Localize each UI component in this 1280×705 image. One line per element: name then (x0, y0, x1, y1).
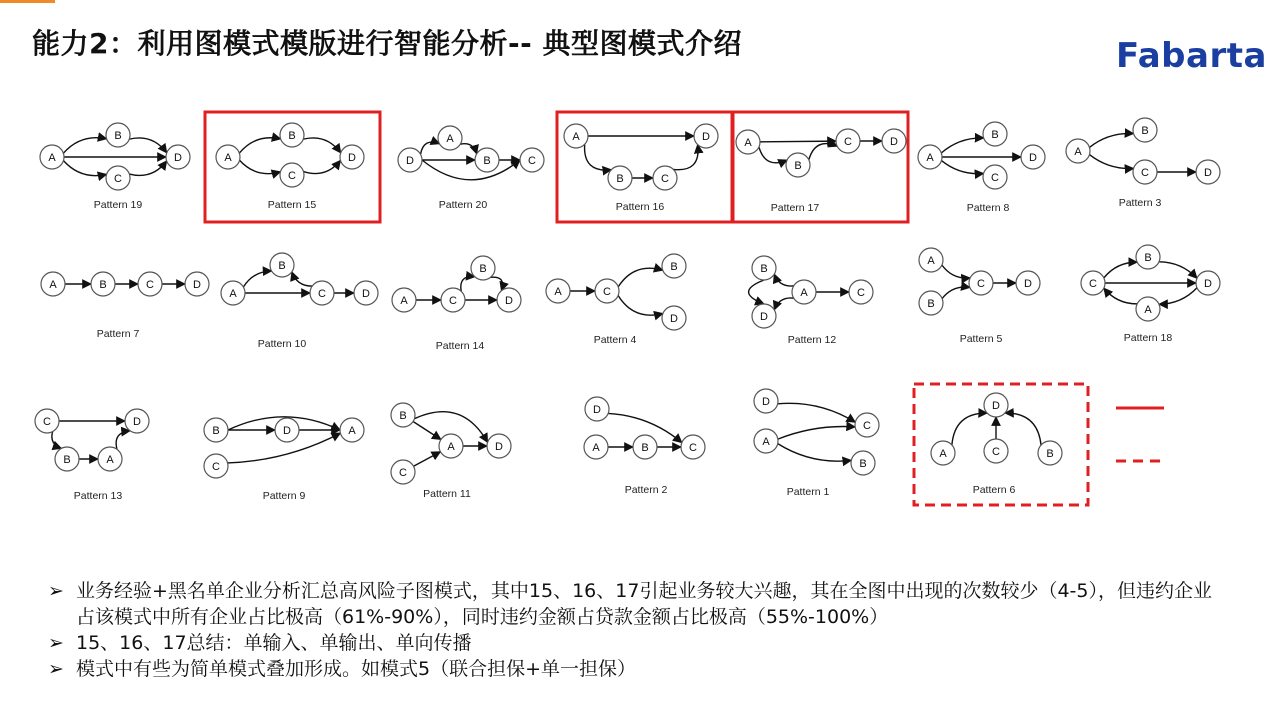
pattern-node-label: C (1141, 167, 1149, 179)
pattern-edge (413, 422, 441, 440)
pattern-label: Pattern 6 (972, 484, 1016, 496)
pattern-label: Pattern 5 (959, 333, 1003, 345)
pattern-node-label: B (479, 263, 487, 275)
pattern-node-label: B (99, 279, 107, 291)
pattern-node-label: A (48, 152, 56, 164)
pattern-node-label: D (1204, 167, 1212, 179)
pattern-node-label: A (800, 287, 808, 299)
pattern-node-label: B (927, 298, 935, 310)
pattern-label: Pattern 11 (423, 488, 471, 500)
pattern-edge (129, 161, 166, 175)
pattern-edge (240, 160, 281, 173)
pattern-node-label: C (689, 442, 697, 454)
pattern-node-label: C (399, 467, 407, 479)
bullet-text: 模式中有些为简单模式叠加形成。如模式5（联合担保+单一担保） (76, 658, 637, 680)
pattern-label: Pattern 10 (257, 338, 307, 350)
pattern-node-label: D (1204, 278, 1212, 290)
pattern-label: Pattern 18 (1123, 332, 1173, 344)
pattern-edge (491, 277, 503, 291)
pattern-node-label: D (283, 425, 291, 437)
pattern-node-label: A (554, 286, 562, 298)
pattern-node-label: D (702, 131, 710, 143)
pattern-node-label: B (399, 410, 407, 422)
pattern-node-label: B (212, 425, 220, 437)
pattern-node-label: C (863, 420, 871, 432)
pattern-node-label: B (859, 458, 867, 470)
pattern-edge (1159, 262, 1197, 278)
bullet-item (48, 630, 1228, 656)
pattern-node-label: D (1024, 278, 1032, 290)
pattern-edge (809, 144, 837, 160)
pattern-node-label: C (603, 286, 611, 298)
pattern-edge (292, 272, 312, 286)
pattern-node-label: A (348, 425, 356, 437)
pattern-node-label: B (641, 442, 649, 454)
pattern-node-label: D (406, 155, 414, 167)
pattern-edge (1089, 155, 1133, 169)
pattern-node-label: B (288, 130, 296, 142)
pattern-node-label: C (288, 170, 296, 182)
pattern-edge (759, 147, 787, 163)
pattern-label: Pattern 1 (786, 486, 830, 498)
pattern-node-label: C (844, 136, 852, 148)
pattern-node-label: D (890, 136, 898, 148)
pattern-node-label: D (670, 313, 678, 325)
pattern-node-label: D (760, 311, 768, 323)
pattern-edge (778, 403, 856, 422)
pattern-edge (63, 138, 106, 154)
pattern-node-label: C (857, 287, 865, 299)
arrowhead-bullet-icon: ➢ (48, 632, 64, 654)
pattern-edge (414, 452, 441, 467)
pattern-node-label: A (939, 448, 947, 460)
pattern-node-label: D (133, 416, 141, 428)
pattern-label: Pattern 3 (1118, 197, 1162, 209)
pattern-node-label: D (193, 279, 201, 291)
pattern-label: Pattern 14 (435, 340, 485, 352)
pattern-edge (778, 444, 852, 461)
pattern-edge (774, 298, 793, 310)
pattern-node-label: A (1144, 304, 1152, 316)
pattern-edge (618, 295, 663, 315)
pattern-edge (942, 265, 970, 278)
pattern-edge (129, 138, 166, 153)
pattern-node-label: A (926, 152, 934, 164)
pattern-node-label: B (670, 261, 678, 273)
pattern-node-label: D (992, 400, 1000, 412)
pattern-node-label: B (483, 155, 491, 167)
pattern-label: Pattern 15 (267, 199, 317, 211)
pattern-edge (461, 277, 475, 292)
pattern-label: Pattern 12 (787, 334, 837, 346)
pattern-node-label: D (174, 152, 182, 164)
pattern-edge (952, 413, 987, 445)
pattern-node-label: A (1074, 146, 1082, 158)
pattern-label: Pattern 2 (624, 484, 668, 496)
pattern-node-label: B (114, 130, 122, 142)
pattern-label: Pattern 20 (438, 199, 488, 211)
pattern-label: Pattern 8 (966, 202, 1010, 214)
pattern-node-label: D (362, 288, 370, 300)
pattern-node-label: D (762, 396, 770, 408)
pattern-node-label: A (762, 436, 770, 448)
pattern-label: Pattern 16 (615, 201, 665, 213)
fabarta-logo: Fabarta (1116, 36, 1267, 76)
pattern-node-label: D (505, 295, 513, 307)
pattern-node-label: C (1089, 278, 1097, 290)
pattern-node-label: C (528, 155, 536, 167)
bullet-item (48, 578, 1228, 630)
pattern-node-label: B (616, 173, 624, 185)
slide-title: 能力2：利用图模式模版进行智能分析-- 典型图模式介绍 (32, 27, 742, 60)
pattern-edge (243, 271, 271, 287)
pattern-node-label: B (1141, 125, 1149, 137)
pattern-node-label: A (446, 133, 454, 145)
pattern-label: Pattern 7 (96, 328, 140, 340)
pattern-node-label: A (744, 137, 752, 149)
pattern-edge (942, 287, 970, 299)
pattern-edge (941, 161, 983, 174)
pattern-edge (63, 161, 106, 176)
arrowhead-bullet-icon: ➢ (48, 658, 64, 680)
pattern-edge (673, 145, 698, 170)
pattern-node-label: A (447, 441, 455, 453)
pattern-node-label: B (760, 263, 768, 275)
pattern-node-label: C (146, 279, 154, 291)
pattern-label: Pattern 17 (770, 202, 820, 214)
pattern-node-label: A (927, 255, 935, 267)
arrowhead-bullet-icon: ➢ (48, 580, 64, 602)
pattern-edge (52, 432, 62, 449)
pattern-node-label: C (43, 416, 51, 428)
pattern-node-label: B (63, 454, 71, 466)
pattern-label: Pattern 4 (593, 334, 637, 346)
pattern-edge (460, 144, 476, 154)
pattern-node-label: B (794, 160, 802, 172)
pattern-node-label: D (593, 404, 601, 416)
pattern-edge (1104, 262, 1137, 278)
pattern-node-label: B (1046, 448, 1054, 460)
pattern-node-label: A (49, 279, 57, 291)
pattern-edge (941, 138, 983, 153)
bullet-item (48, 656, 1228, 682)
bullet-text: 15、16、17总结：单输入、单输出、单向传播 (76, 632, 472, 654)
pattern-label: Pattern 9 (262, 490, 306, 502)
pattern-edge (618, 268, 663, 287)
pattern-node-label: A (229, 288, 237, 300)
pattern-edge (760, 141, 836, 142)
pattern-node-label: C (977, 278, 985, 290)
pattern-node-label: C (661, 173, 669, 185)
pattern-edge (774, 274, 793, 286)
pattern-node-label: B (1144, 252, 1152, 264)
pattern-edge (1005, 413, 1041, 445)
pattern-node-label: D (1029, 152, 1037, 164)
pattern-edge (1104, 288, 1137, 304)
pattern-node-label: B (278, 260, 286, 272)
pattern-node-label: A (106, 454, 114, 466)
pattern-edge (239, 138, 280, 153)
pattern-node-label: A (592, 442, 600, 454)
pattern-node-label: A (400, 295, 408, 307)
pattern-edge (585, 144, 612, 170)
pattern-edge (421, 142, 440, 154)
highlight-box-solid (733, 112, 908, 222)
bullet-text: 业务经验+黑名单企业分析汇总高风险子图模式，其中15、16、17引起业务较大兴趣，其在全图中出现的次数较少（4-5），但违约企业占该模式中所有企业占比极高（61%-90%），同时违约金额占贷款金额占比极高（55%-100%） (76, 580, 1212, 628)
pattern-node-label: B (991, 129, 999, 141)
pattern-edge (116, 431, 130, 449)
pattern-node-label: C (449, 295, 457, 307)
pattern-edge (303, 160, 340, 173)
pattern-node-label: C (991, 172, 999, 184)
pattern-node-label: C (212, 461, 220, 473)
pattern-node-label: D (495, 441, 503, 453)
pattern-edge (749, 280, 764, 304)
pattern-edge (303, 138, 340, 153)
pattern-node-label: C (114, 173, 122, 185)
pattern-node-label: C (318, 288, 326, 300)
pattern-edge (422, 160, 520, 180)
bullet-list (48, 578, 1228, 682)
pattern-node-label: C (992, 446, 1000, 458)
pattern-label: Pattern 19 (93, 199, 143, 211)
pattern-edge (1089, 133, 1133, 147)
pattern-node-label: A (572, 131, 580, 143)
pattern-node-label: D (348, 152, 356, 164)
pattern-label: Pattern 13 (73, 490, 123, 502)
pattern-node-label: A (224, 152, 232, 164)
pattern-edge (1159, 288, 1197, 304)
pattern-edge (778, 426, 855, 439)
